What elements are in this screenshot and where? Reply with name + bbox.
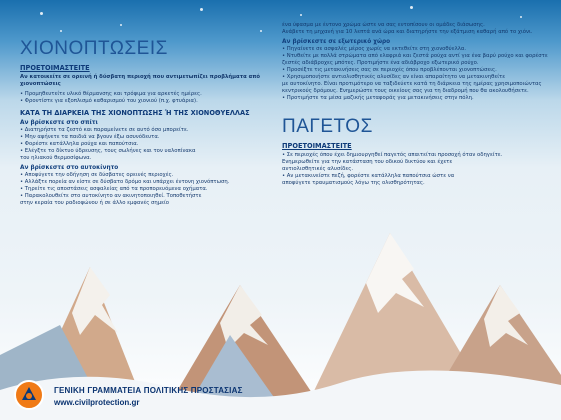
frost-item: αντιολισθητικές αλυσίδες.	[282, 166, 354, 172]
car-continued-text: ένα ύφασμα με έντονο χρώμα ώστε να σας εντοπίσουν οι ομάδες διάσωσης.	[282, 22, 485, 28]
car-item: • Παρακολουθείτε στο αυτοκίνητο αν ακινητοποιηθεί. Τοποθετήστε	[20, 193, 202, 199]
frost-item: Ενημερωθείτε για την κατάσταση του οδικού δικτύου και έχετε	[282, 159, 453, 165]
outdoor-item: ζεστές αδιάβροχες μπότες. Προτιμήστε ένα αδιάβροχο εξωτερικό ρούχο.	[282, 60, 479, 66]
snowflake	[410, 6, 413, 9]
home-item: του ηλιακού θερμοσίφωνα.	[20, 155, 92, 161]
home-item: • Μην αφήνετε τα παιδιά να βγουν έξω ασυνόδευτα.	[20, 134, 160, 140]
prepare-intro: Αν κατοικείτε σε ορεινή ή δύσβατη περιοχή που αντιμετωπίζει προβλήματα από χιονοπτώσεις	[20, 74, 261, 87]
outdoor-item: • Προτιμήστε τα μέσα μαζικής μεταφοράς για μετακινήσεις στην πόλη.	[282, 95, 474, 101]
home-item: • Διατηρήστε τα ζεστό και παραμείνετε σε αυτό όσο μπορείτε.	[20, 127, 189, 133]
car-continued-text: Ανάβετε τη μηχανή για 10 λεπτά ανά ώρα και διατηρήστε την εξάτμιση καθαρή από το χιόνι.	[282, 29, 533, 35]
car-item: • Αλλάξτε πορεία αν είστε σε δύσβατο δρόμο και υπάρχει έντονη χιονόπτωση.	[20, 179, 230, 185]
snowflake	[40, 12, 43, 15]
snowflake	[300, 14, 302, 16]
snowflake	[520, 16, 522, 18]
frost-item: • Αν μετακινείστε πεζή, φορέστε κατάλληλα παπούτσια ώστε να	[282, 173, 455, 179]
organization-name: ΓΕΝΙΚΗ ΓΡΑΜΜΑΤΕΙΑ ΠΟΛΙΤΙΚΗΣ ΠΡΟΣΤΑΣΙΑΣ	[54, 386, 243, 395]
snowflake	[200, 8, 203, 11]
frost-item: • Σε περιοχές όπου έχει δημιουργηθεί παγετός απαιτείται προσοχή όταν οδηγείτε.	[282, 152, 503, 158]
outdoor-item: • Ντυθείτε με πολλά στρώματα από ελαφριά και ζεστά ρούχα αντί για ένα βαρύ ρούχο και φορέστε	[282, 53, 548, 59]
snowflake	[120, 24, 122, 26]
civil-protection-logo-icon	[14, 380, 44, 410]
snowfall-column	[20, 38, 272, 207]
website-link[interactable]: www.civilprotection.gr	[54, 398, 140, 407]
snowflake	[60, 30, 62, 32]
car-item: • Τηρείτε τις αποστάσεις ασφαλείας από τα προπορευόμενα οχήματα.	[20, 186, 208, 192]
home-item: • Φορέστε κατάλληλα ρούχα και παπούτσια.	[20, 141, 139, 147]
outdoor-item: • Πηγαίνετε σε ασφαλές μέρος χωρίς να εκτεθείτε στη χιονοθύελλα.	[282, 46, 467, 52]
frost-title: ΠΑΓΕΤΟΣ	[282, 116, 373, 137]
frost-prepare-heading: ΠΡΟΕΤΟΙΜΑΣΤΕΙΤΕ	[282, 142, 352, 150]
car-heading: Αν βρίσκεστε στο αυτοκίνητο	[20, 165, 119, 171]
footer	[14, 378, 274, 414]
prepare-item: • Φροντίστε για εξοπλισμό καθαρισμού του χιονιού (π.χ. φτυάρια).	[20, 98, 198, 104]
car-item: • Αποφύγετε την οδήγηση σε δύσβατες ορεινές περιοχές.	[20, 172, 174, 178]
outdoor-item: • Χρησιμοποιήστε αντιολισθητικές αλυσίδες αν είναι απαραίτητο να μετακινηθείτε	[282, 74, 506, 80]
snowfall-title: ΧΙΟΝΟΠΤΩΣΕΙΣ	[20, 38, 168, 59]
car-item: στην κεραία του ραδιοφώνου ή σε άλλο εμφανές σημείο	[20, 200, 169, 206]
during-heading: ΚΑΤΑ ΤΗ ΔΙΑΡΚΕΙΑ ΤΗΣ ΧΙΟΝΟΠΤΩΣΗΣ Ή ΤΗΣ ΧΙΟΝΟΘΥΕΛΛΑΣ	[20, 109, 250, 117]
outdoor-heading: Αν βρίσκεστε σε εξωτερικό χώρο	[282, 39, 391, 45]
frost-item: αποφύγετε τραυματισμούς λόγω της ολισθηρότητας.	[282, 180, 425, 186]
outdoor-item: κεντρικούς δρόμους. Ενημερώστε τους οικείους σας για τη διαδρομή που θα ακολουθήσετε.	[282, 88, 529, 94]
shield-icon	[16, 382, 42, 408]
outdoor-item: • Προσέξτε τις μετακινήσεις σας σε περιοχές όπου προβλέπονται χιονοπτώσεις.	[282, 67, 497, 73]
outdoor-item: με αυτοκίνητο. Είναι προτιμότερο να ταξιδεύετε κατά τη διάρκεια της ημέρας χρησιμοποιώντας	[282, 81, 542, 87]
prepare-item: • Προμηθευτείτε υλικό θέρμανσης και τρόφιμα για αρκετές ημέρες.	[20, 91, 202, 97]
frost-column	[282, 22, 552, 187]
home-item: • Ελέγξτε το δίκτυο ύδρευσης, τους σωλήνες και τον υαλοπίνακα	[20, 148, 196, 154]
snowflake	[260, 30, 262, 32]
prepare-heading: ΠΡΟΕΤΟΙΜΑΣΤΕΙΤΕ	[20, 64, 90, 72]
home-heading: Αν βρίσκεστε στο σπίτι	[20, 120, 98, 126]
